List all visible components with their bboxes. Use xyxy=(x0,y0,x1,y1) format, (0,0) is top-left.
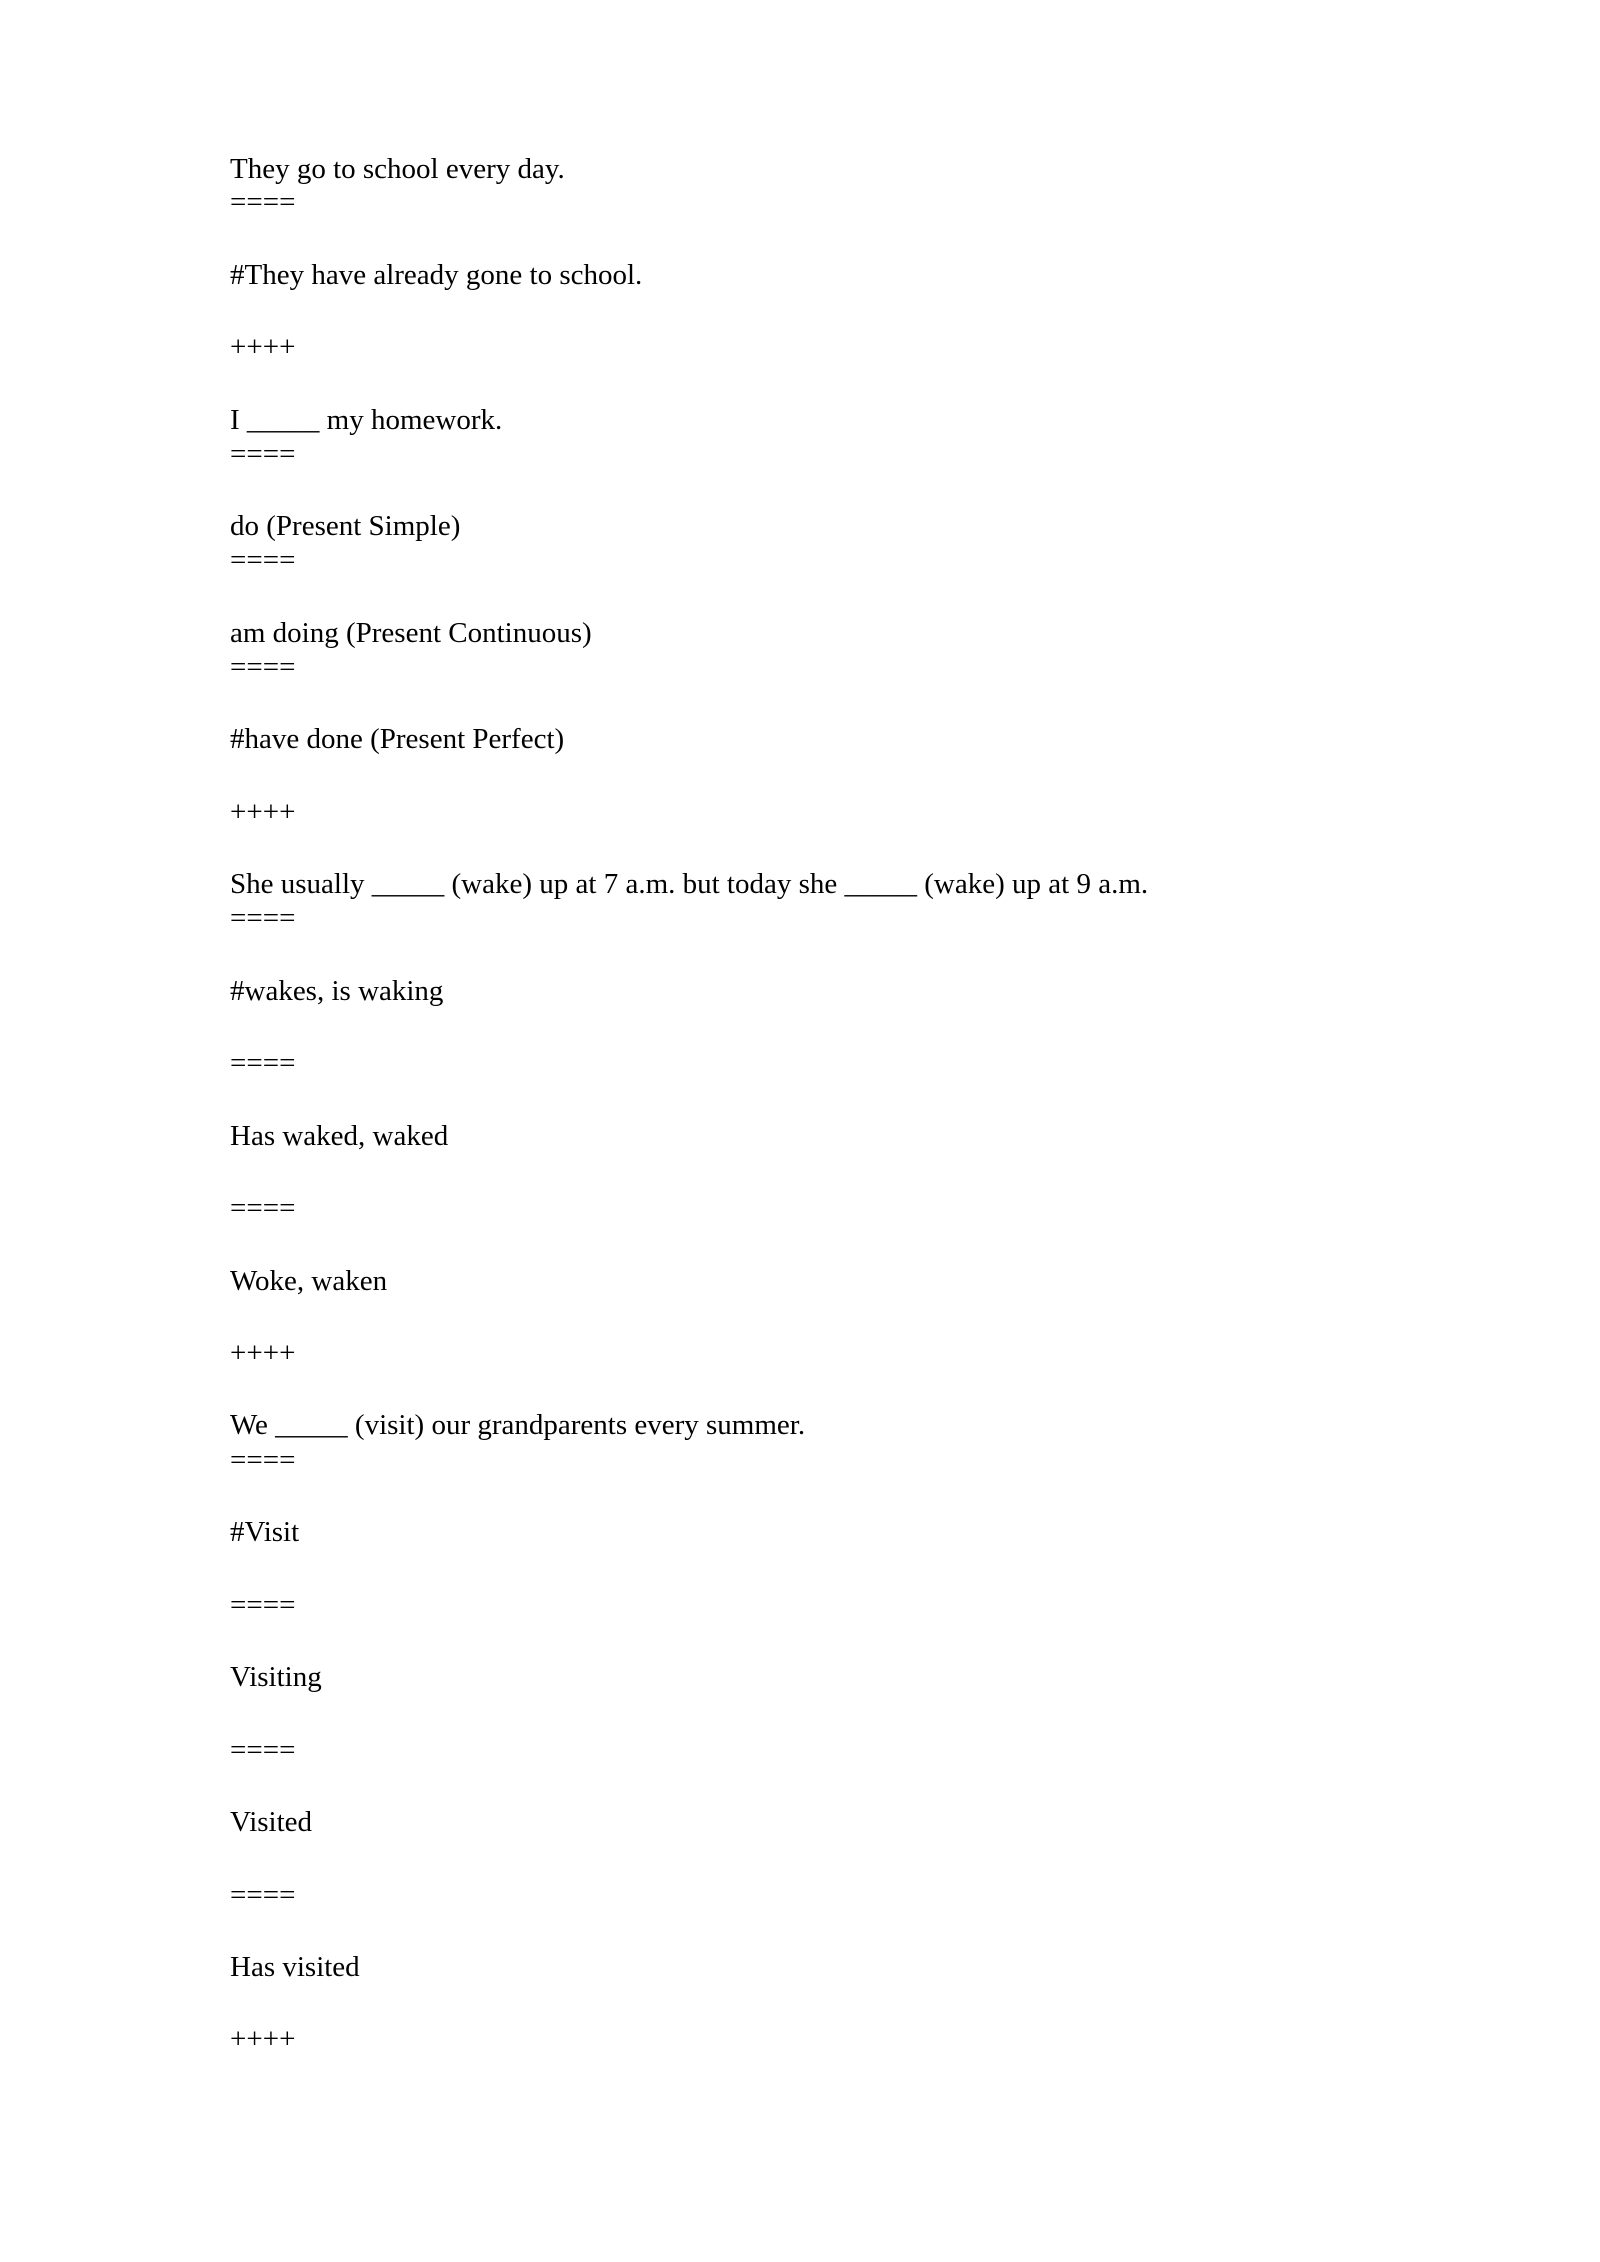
correct-answer: #wakes, is waking xyxy=(230,975,444,1007)
answer-separator: ==== xyxy=(230,1734,296,1766)
answer-option: Has waked, waked xyxy=(230,1120,449,1152)
answer-separator: ==== xyxy=(230,544,296,576)
answer-option: Has visited xyxy=(230,1951,360,1983)
answer-option: am doing (Present Continuous) xyxy=(230,617,592,649)
answer-option: do (Present Simple) xyxy=(230,510,461,542)
answer-separator: ==== xyxy=(230,651,296,683)
answer-separator: ==== xyxy=(230,902,296,934)
answer-separator: ==== xyxy=(230,1192,296,1224)
correct-answer: #They have already gone to school. xyxy=(230,259,643,291)
answer-option: Visited xyxy=(230,1806,313,1838)
answer-option: Woke, waken xyxy=(230,1265,388,1297)
answer-separator: ==== xyxy=(230,1879,296,1911)
question-4-text: We _____ (visit) our grandparents every summer. xyxy=(230,1409,806,1441)
question-separator: ++++ xyxy=(230,331,296,363)
question-separator: ++++ xyxy=(230,2023,296,2055)
answer-separator: ==== xyxy=(230,1444,296,1476)
question-3-text: She usually _____ (wake) up at 7 a.m. but today she _____ (wake) up at 9 a.m. xyxy=(230,868,1149,900)
answer-separator: ==== xyxy=(230,1589,296,1621)
answer-option: Visiting xyxy=(230,1661,322,1693)
question-2-text: I _____ my homework. xyxy=(230,404,503,436)
correct-answer: #have done (Present Perfect) xyxy=(230,723,565,755)
question-separator: ++++ xyxy=(230,796,296,828)
question-separator: ++++ xyxy=(230,1337,296,1369)
question-1-text: They go to school every day. xyxy=(230,153,565,185)
correct-answer: #Visit xyxy=(230,1516,300,1548)
answer-separator: ==== xyxy=(230,438,296,470)
answer-separator: ==== xyxy=(230,1047,296,1079)
answer-separator: ==== xyxy=(230,186,296,218)
